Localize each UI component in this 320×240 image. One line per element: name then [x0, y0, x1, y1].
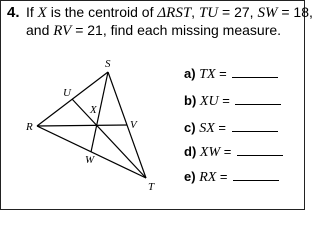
vertex-label-r: R	[26, 121, 33, 133]
question-segment: XU	[199, 94, 219, 109]
centroid-label-x: X	[90, 104, 97, 116]
question-letter: e)	[184, 169, 196, 184]
midpoint-label-v: V	[130, 119, 137, 131]
answer-blank	[232, 76, 278, 78]
question-letter: c)	[184, 120, 196, 135]
question-letter: a)	[184, 66, 196, 81]
answer-blank	[233, 179, 279, 181]
prompt-text: is the centroid of	[46, 4, 158, 20]
question-letter: d)	[184, 144, 197, 159]
answer-blank	[237, 154, 283, 156]
question-a	[184, 66, 278, 83]
prompt-text: If	[26, 4, 38, 20]
segment-sw: SW	[257, 5, 278, 21]
answer-blank	[235, 103, 281, 105]
prompt-text: and	[26, 22, 54, 38]
equals-sign: =	[218, 93, 230, 108]
triangle-name: ΔRST	[157, 5, 192, 21]
question-segment: XW	[199, 145, 221, 160]
equals-sign: =	[215, 66, 227, 81]
midpoint-label-w: W	[85, 154, 95, 166]
segment-tu-value: = 27,	[218, 4, 258, 20]
equals-sign: =	[216, 169, 228, 184]
vertex-label-s: S	[105, 58, 111, 70]
centroid-variable: X	[37, 5, 47, 21]
question-letter: b)	[184, 93, 197, 108]
question-d	[184, 144, 283, 161]
vertex-label-t: T	[148, 181, 155, 193]
median-tu	[72, 99, 146, 178]
segment-rv: RV	[53, 23, 72, 39]
question-b	[184, 93, 281, 110]
segment-rv-value: = 21, find each missing measure.	[71, 22, 282, 38]
median-rv	[37, 125, 127, 126]
question-segment: TX	[199, 67, 216, 82]
midpoint-label-u: U	[63, 87, 71, 99]
segment-sw-value: = 18,	[277, 4, 313, 20]
equals-sign: =	[214, 120, 226, 135]
question-segment: RX	[199, 170, 217, 185]
segment-tu: TU	[198, 5, 219, 21]
question-e	[184, 169, 279, 186]
problem-number: 4.	[7, 4, 20, 21]
question-segment: SX	[199, 121, 215, 136]
answer-blank	[232, 130, 278, 132]
question-c	[184, 120, 278, 137]
prompt-text: ,	[191, 4, 199, 20]
equals-sign: =	[220, 144, 232, 159]
